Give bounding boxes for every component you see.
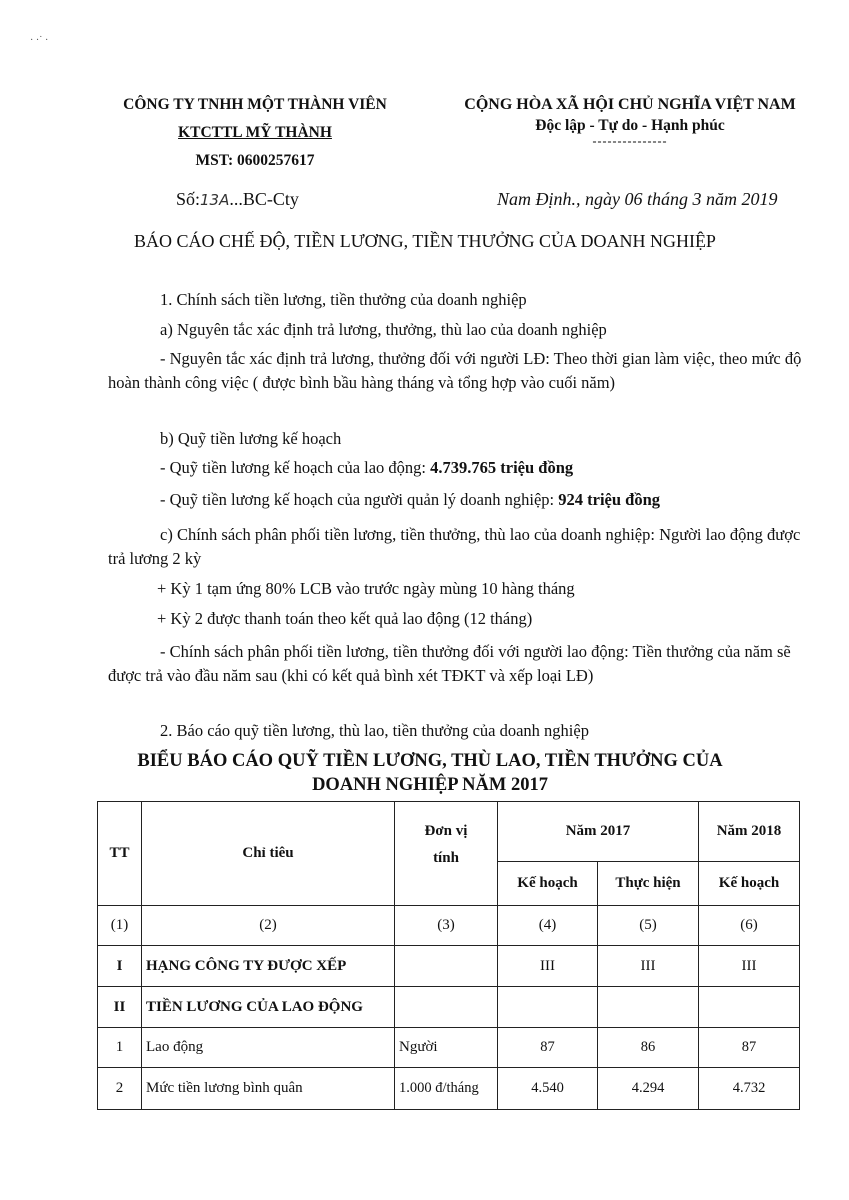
row-tt: 1 (98, 1028, 142, 1068)
index-cell: (3) (395, 906, 498, 946)
row-plan-2018: 4.732 (699, 1068, 800, 1110)
header-tt: TT (98, 802, 142, 906)
header-rule: --------------- (592, 134, 668, 148)
row-tt: I (98, 946, 142, 987)
header-unit-line1: Đơn vị (424, 822, 468, 839)
header-plan-2017: Kế hoạch (498, 862, 598, 906)
header-chitieu: Chỉ tiêu (142, 802, 395, 906)
document-number (176, 189, 299, 210)
row-tt: II (98, 987, 142, 1028)
header-year-2017: Năm 2017 (498, 802, 699, 862)
distribution-policy-paragraph: c) Chính sách phân phối tiền lương, tiền thưởng, thù lao của doanh nghiệp: Người lao động được trả lương 2 kỳ (108, 525, 801, 568)
report-title: BÁO CÁO CHẾ ĐỘ, TIỀN LƯƠNG, TIỀN THƯỞNG CỦA DOANH NGHIỆP (134, 231, 716, 251)
index-cell: (4) (498, 906, 598, 946)
row-unit: Người (395, 1028, 498, 1068)
row-plan-2018 (699, 987, 800, 1028)
row-plan-2018: 87 (699, 1028, 800, 1068)
section-2-heading: 2. Báo cáo quỹ tiền lương, thù lao, tiền thưởng của doanh nghiệp (160, 721, 589, 740)
row-name: HẠNG CÔNG TY ĐƯỢC XẾP (142, 946, 395, 987)
row-unit (395, 946, 498, 987)
tax-code: MST: 0600257617 (195, 152, 315, 169)
row-plan-2017: 87 (498, 1028, 598, 1068)
company-name: CÔNG TY TNHH MỘT THÀNH VIÊN (123, 96, 387, 113)
row-tt: 2 (98, 1068, 142, 1110)
section-1b-heading: b) Quỹ tiền lương kế hoạch (160, 429, 342, 448)
row-actual-2017: III (598, 946, 699, 987)
doc-number-suffix: ...BC-Cty (229, 189, 299, 209)
labor-fund-label: - Quỹ tiền lương kế hoạch của lao động: (160, 458, 431, 477)
manager-fund-label: - Quỹ tiền lương kế hoạch của người quản lý doanh nghiệp: (160, 490, 559, 509)
section-1-heading: 1. Chính sách tiền lương, tiền thưởng của doanh nghiệp (160, 290, 527, 309)
labor-fund-value: 4.739.765 triệu đồng (430, 458, 574, 477)
scan-speck: · ·˙ · (30, 35, 49, 46)
row-plan-2018: III (699, 946, 800, 987)
row-name: Lao động (142, 1028, 395, 1068)
country-name: CỘNG HÒA XÃ HỘI CHỦ NGHĨA VIỆT NAM (464, 96, 796, 113)
table-row (98, 946, 800, 987)
table-header-row-1 (98, 802, 800, 862)
doc-number-prefix: Số: (176, 189, 201, 209)
row-plan-2017 (498, 987, 598, 1028)
table-row (98, 987, 800, 1028)
index-cell: (5) (598, 906, 699, 946)
salary-report-table (97, 801, 800, 1110)
labor-fund-line (108, 456, 808, 480)
header-year-2018: Năm 2018 (699, 802, 800, 862)
index-cell: (6) (699, 906, 800, 946)
payment-period-2: + Kỳ 2 được thanh toán theo kết quả lao động (12 tháng) (157, 609, 533, 628)
row-unit: 1.000 đ/tháng (395, 1068, 498, 1110)
table-row (98, 1028, 800, 1068)
table-index-row (98, 906, 800, 946)
row-unit (395, 987, 498, 1028)
payment-period-1: + Kỳ 1 tạm ứng 80% LCB vào trước ngày mùng 10 hàng tháng (157, 579, 575, 598)
header-unit-line2: tính (433, 849, 459, 866)
manager-fund-value: 924 triệu đồng (558, 490, 661, 509)
company-name-line2: KTCTTL MỸ THÀNH (178, 124, 332, 141)
row-name: Mức tiền lương bình quân (142, 1068, 395, 1110)
section-1a-heading: a) Nguyên tắc xác định trả lương, thưởng, thù lao của doanh nghiệp (160, 320, 607, 339)
manager-fund-line (108, 488, 808, 512)
header-unit (395, 802, 498, 906)
row-plan-2017: III (498, 946, 598, 987)
table-title-line1: BIỂU BÁO CÁO QUỸ TIỀN LƯƠNG, THÙ LAO, TIỀN THƯỞNG CỦA (137, 751, 723, 771)
index-cell: (2) (142, 906, 395, 946)
header-plan-2018: Kế hoạch (699, 862, 800, 906)
bonus-policy-paragraph: - Chính sách phân phối tiền lương, tiền thưởng đối với người lao động: Tiền thưởng của năm sẽ được trả vào đầu năm sau (khi có kết quả bình xét TĐKT và xếp loại LĐ) (108, 642, 791, 685)
row-actual-2017 (598, 987, 699, 1028)
row-actual-2017: 86 (598, 1028, 699, 1068)
salary-principle-paragraph: - Nguyên tắc xác định trả lương, thưởng đối với người LĐ: Theo thời gian làm việc, theo mức độ hoàn thành công việc ( được bình bầu hàng tháng và tổng hợp vào cuối năm) (108, 349, 802, 392)
header-actual-2017: Thực hiện (598, 862, 699, 906)
row-actual-2017: 4.294 (598, 1068, 699, 1110)
index-cell: (1) (98, 906, 142, 946)
motto: Độc lập - Tự do - Hạnh phúc (535, 117, 725, 134)
table-title-line2: DOANH NGHIỆP NĂM 2017 (312, 775, 548, 795)
place-date: Nam Định., ngày 06 tháng 3 năm 2019 (497, 189, 778, 209)
row-plan-2017: 4.540 (498, 1068, 598, 1110)
row-name: TIỀN LƯƠNG CỦA LAO ĐỘNG (142, 987, 395, 1028)
doc-number-handwritten: 13A (200, 191, 230, 209)
table-row (98, 1068, 800, 1110)
